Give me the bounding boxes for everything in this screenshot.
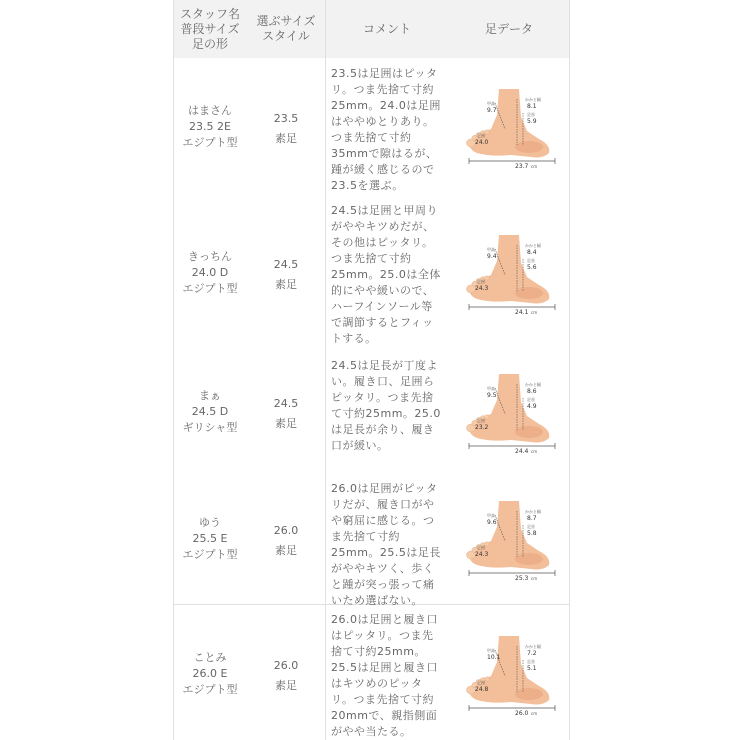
staff-name: きっちん bbox=[188, 249, 232, 263]
size-value: 26.0 bbox=[273, 659, 299, 672]
toe bbox=[484, 414, 489, 418]
comment-line: 踵が緩く感じるので bbox=[331, 163, 435, 176]
instep-label: 甲高 bbox=[487, 512, 495, 518]
instep-label: 甲高 bbox=[487, 385, 495, 391]
ankle-label: かかと幅 bbox=[525, 242, 541, 248]
divider bbox=[325, 0, 326, 740]
heel-value: 5.6 bbox=[527, 263, 537, 271]
heel-shade bbox=[515, 287, 543, 299]
comment-line: 25mm。25.0は全体 bbox=[331, 268, 441, 281]
staff-foot-shape: エジプト型 bbox=[182, 281, 238, 295]
ankle-value: 8.1 bbox=[527, 102, 537, 110]
staff-info bbox=[173, 388, 247, 436]
ankle-value: 8.6 bbox=[527, 387, 537, 395]
heel-label: 足首 bbox=[527, 396, 535, 402]
chosen-size bbox=[247, 111, 325, 147]
comment-line: や窮屈に感じる。つ bbox=[331, 514, 435, 527]
comment-line: リだが、履き口がや bbox=[331, 498, 435, 511]
comment-line: 25mm。25.5は足長 bbox=[331, 546, 441, 559]
heel-label: 足首 bbox=[527, 523, 535, 529]
heel-label: 足首 bbox=[527, 659, 535, 664]
heel-value: 4.9 bbox=[527, 402, 537, 410]
instep-value: 9.7 bbox=[487, 106, 497, 114]
comment-line: がややキツく、歩く bbox=[331, 562, 435, 575]
size-value: 23.5 bbox=[273, 111, 299, 125]
comment-line: がやや当たる。 bbox=[331, 725, 412, 738]
instep-label: 甲高 bbox=[487, 648, 495, 653]
comment-line: つま先捨て寸約 bbox=[331, 131, 412, 144]
instep-label: 甲高 bbox=[487, 246, 495, 252]
staff-foot-shape: エジプト型 bbox=[182, 547, 238, 561]
comment-line: て寸約25mm。25.0 bbox=[331, 407, 441, 420]
heel-shade bbox=[515, 688, 543, 700]
ball-value: 24.3 bbox=[475, 550, 489, 558]
ankle-label: かかと幅 bbox=[525, 381, 541, 387]
size-value: 26.0 bbox=[273, 523, 299, 537]
comment-line: 26.0は足囲がピッタ bbox=[331, 482, 438, 495]
ankle-label: かかと幅 bbox=[525, 508, 541, 514]
comment-text bbox=[331, 358, 447, 454]
header-comment: コメント bbox=[362, 21, 411, 36]
heel-value: 5.1 bbox=[527, 665, 537, 672]
size-value: 24.5 bbox=[273, 257, 299, 271]
length-value: 25.3 bbox=[515, 574, 529, 581]
staff-foot-shape: エジプト型 bbox=[182, 683, 238, 696]
comment-line: 35mmで隙はるが、 bbox=[331, 147, 438, 160]
comment-line: い。履き口、足囲ら bbox=[331, 375, 435, 388]
heel-label: 足首 bbox=[527, 257, 535, 263]
size-style: 素足 bbox=[275, 277, 297, 291]
staff-info bbox=[173, 650, 247, 698]
comment-line: 23.5は足囲はピッタ bbox=[331, 67, 438, 80]
comment-line: 口が緩い。 bbox=[331, 439, 389, 452]
comment-line: 25mm。24.0は足囲 bbox=[331, 99, 441, 112]
ball-value: 24.0 bbox=[475, 138, 489, 146]
comment-line: 25.5は足囲と履き口 bbox=[331, 661, 438, 674]
instep-value: 9.5 bbox=[487, 391, 497, 399]
foot-diagram bbox=[465, 497, 561, 581]
heel-label: 足首 bbox=[527, 111, 535, 117]
staff-info bbox=[173, 515, 247, 563]
instep-value: 9.6 bbox=[487, 518, 497, 526]
ball-value: 24.8 bbox=[475, 686, 489, 693]
staff-info bbox=[173, 249, 247, 297]
ankle-label: かかと幅 bbox=[525, 644, 541, 649]
staff-name: まぁ bbox=[199, 388, 221, 402]
ball-label: 足囲 bbox=[477, 680, 485, 685]
comment-line: はキツめのピッタ bbox=[331, 677, 423, 690]
comment-line: つま先捨て寸約 bbox=[331, 252, 412, 265]
staff-name: はまさん bbox=[188, 103, 232, 117]
length-unit: cm bbox=[531, 309, 538, 315]
ankle-label: かかと幅 bbox=[525, 96, 541, 102]
staff-usual-size: 24.5 D bbox=[191, 404, 229, 418]
chosen-size bbox=[247, 658, 325, 694]
ball-label: 足囲 bbox=[477, 417, 485, 423]
comment-line: ま先捨て寸約 bbox=[331, 530, 400, 543]
comment-line: ハーフインソール等 bbox=[331, 300, 433, 313]
comment-line: 24.5は足囲と甲周り bbox=[331, 204, 438, 217]
ball-label: 足囲 bbox=[477, 132, 485, 138]
ball-label: 足囲 bbox=[477, 278, 485, 284]
comment-line: 26.0は足囲と履き口 bbox=[331, 613, 438, 626]
size-style: 素足 bbox=[275, 416, 297, 430]
foot-diagram bbox=[465, 231, 561, 315]
comment-line: その他はピッタリ。 bbox=[331, 236, 434, 249]
staff-foot-shape: エジプト型 bbox=[182, 135, 238, 149]
comment-line: 20mmで、親指側面 bbox=[331, 709, 438, 722]
header-footdata: 足データ bbox=[484, 21, 533, 36]
chosen-size bbox=[247, 396, 325, 432]
comment-text bbox=[331, 481, 447, 609]
foot-diagram bbox=[465, 632, 561, 716]
staff-info bbox=[173, 103, 247, 151]
chosen-size bbox=[247, 257, 325, 293]
length-unit: cm bbox=[531, 163, 538, 169]
length-value: 23.7 bbox=[515, 162, 529, 169]
comment-line: はややゆとりあり。 bbox=[331, 115, 435, 128]
comment-line: がややキツめだが、 bbox=[331, 220, 435, 233]
ankle-value: 7.2 bbox=[527, 650, 537, 657]
staff-name: ことみ bbox=[193, 651, 227, 664]
comment-line: トする。 bbox=[331, 332, 377, 345]
comment-line: はピッタリ。つま先 bbox=[331, 629, 434, 642]
divider bbox=[569, 0, 570, 740]
ball-value: 24.3 bbox=[475, 284, 489, 292]
staff-usual-size: 24.0 D bbox=[191, 265, 229, 279]
heel-shade bbox=[515, 553, 543, 565]
length-value: 24.1 bbox=[515, 308, 529, 315]
size-style: 素足 bbox=[275, 543, 297, 557]
staff-usual-size: 26.0 E bbox=[192, 667, 228, 680]
toe bbox=[484, 275, 489, 279]
ball-label: 足囲 bbox=[477, 544, 485, 550]
comment-line: ピッタリ。つま先捨 bbox=[331, 391, 434, 404]
heel-shade bbox=[515, 141, 543, 153]
ankle-value: 8.7 bbox=[527, 514, 537, 522]
toe bbox=[484, 677, 489, 681]
comment-line: 23.5を選ぶ。 bbox=[331, 179, 404, 192]
instep-value: 9.4 bbox=[487, 252, 497, 260]
heel-value: 5.9 bbox=[527, 117, 537, 125]
chosen-size bbox=[247, 523, 325, 559]
length-unit: cm bbox=[531, 711, 538, 716]
length-unit: cm bbox=[531, 448, 538, 454]
comment-text bbox=[331, 66, 447, 194]
length-unit: cm bbox=[531, 575, 538, 581]
comment-line: 24.5は足長が丁度よ bbox=[331, 359, 438, 372]
ankle-value: 8.4 bbox=[527, 248, 537, 256]
length-value: 26.0 bbox=[515, 710, 529, 716]
instep-label: 甲高 bbox=[487, 100, 495, 106]
foot-diagram bbox=[465, 85, 561, 169]
size-value: 24.5 bbox=[273, 396, 299, 410]
staff-usual-size: 23.5 2E bbox=[189, 119, 231, 133]
comment-text bbox=[331, 612, 447, 740]
staff-foot-shape: ギリシャ型 bbox=[182, 420, 238, 434]
comment-line: 捨て寸約25mm。 bbox=[331, 645, 426, 658]
comment-line: で調節するとフィッ bbox=[331, 316, 434, 329]
ball-value: 23.2 bbox=[475, 423, 489, 431]
foot-diagram bbox=[465, 370, 561, 454]
comment-line: リ。つま先捨て寸約 bbox=[331, 83, 434, 96]
staff-usual-size: 25.5 E bbox=[192, 531, 228, 545]
toe bbox=[484, 541, 489, 545]
comment-text bbox=[331, 203, 447, 347]
comment-line: リ。つま先捨て寸約 bbox=[331, 693, 434, 706]
size-style: 素足 bbox=[275, 131, 297, 145]
comment-line: は足長が余り、履き bbox=[331, 423, 435, 436]
size-style: 素足 bbox=[275, 679, 297, 692]
instep-value: 10.1 bbox=[487, 654, 501, 661]
heel-value: 5.8 bbox=[527, 529, 537, 537]
header-staff: スタッフ名 普段サイズ 足の形 bbox=[179, 6, 240, 51]
comment-line: と踵が突っ張って痛 bbox=[331, 578, 435, 591]
length-value: 24.4 bbox=[515, 447, 529, 454]
header-size: 選ぶサイズ スタイル bbox=[256, 14, 316, 43]
comment-line: いため選ばない。 bbox=[331, 594, 423, 607]
staff-name: ゆう bbox=[199, 515, 221, 529]
comment-line: 的にやや緩いので、 bbox=[331, 284, 435, 297]
heel-shade bbox=[515, 426, 543, 438]
toe bbox=[484, 129, 489, 133]
